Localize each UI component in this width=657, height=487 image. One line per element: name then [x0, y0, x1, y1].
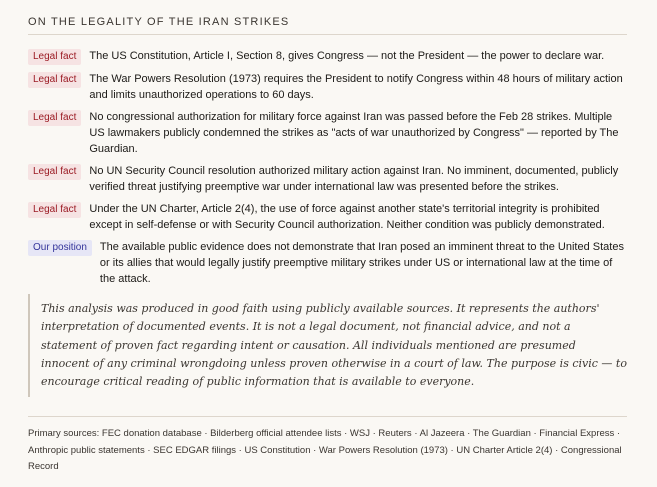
- fact-text: No congressional authorization for military force against Iran was passed before the Feb 28 strikes. Multiple US lawmakers publicly condemned the strikes as "acts of war unauthorized by Congress" — reported by The Guardian.: [89, 111, 619, 155]
- legal-fact-badge: Legal fact: [28, 49, 81, 65]
- footer-divider: [28, 416, 627, 417]
- our-position-badge: Our position: [28, 240, 92, 256]
- facts-list: [28, 48, 629, 293]
- fact-item: [28, 71, 629, 103]
- legal-fact-badge: Legal fact: [28, 110, 81, 126]
- fact-item: [28, 201, 629, 233]
- fact-text: The US Constitution, Article I, Section 8, gives Congress — not the President — the power to declare war.: [89, 50, 605, 62]
- primary-sources: Primary sources: FEC donation database · Bilderberg official attendee lists · WSJ · Reuters · Al Jazeera · The Guardian · Financial Express · Anthropic public statements · SEC EDGAR filings · US Constitution · War Powers Resolution (1973) · UN Charter Article 2(4) · Congressional Record: [28, 428, 622, 472]
- fact-item: [28, 239, 629, 287]
- fact-text: Under the UN Charter, Article 2(4), the use of force against another state's territorial integrity is prohibited except in self-defense or with Security Council authorization. Neither condition was publicly demonstrated.: [89, 203, 605, 231]
- fact-text: No UN Security Council resolution authorized military action against Iran. No imminent, documented, publicly verified threat justifying preemptive war under international law was presented before the strikes.: [89, 165, 619, 193]
- fact-item: [28, 109, 629, 157]
- disclaimer-note: This analysis was produced in good faith using publicly available sources. It represents the authors' interpretation of documented events. It is not a legal document, not financial advice, and not a statement of proven fact regarding intent or causation. All individuals mentioned are presumed innocent of any criminal wrongdoing unless proven otherwise in a court of law. The purpose is civic — to encourage critical reading of public information that is available to everyone.: [28, 294, 627, 397]
- section-title: ON THE LEGALITY OF THE IRAN STRIKES: [28, 16, 290, 28]
- fact-text: The War Powers Resolution (1973) requires the President to notify Congress within 48 hours of military action and limits unauthorized operations to 60 days.: [89, 73, 623, 101]
- legal-fact-badge: Legal fact: [28, 72, 81, 88]
- fact-item: [28, 163, 629, 195]
- position-text: The available public evidence does not demonstrate that Iran posed an imminent threat to the United States or its allies that would legally justify preemptive military strikes under US or international law at the time of the attack.: [99, 241, 624, 285]
- fact-item: [28, 48, 629, 65]
- legal-fact-badge: Legal fact: [28, 202, 81, 218]
- title-divider: [28, 34, 627, 35]
- legal-fact-badge: Legal fact: [28, 164, 81, 180]
